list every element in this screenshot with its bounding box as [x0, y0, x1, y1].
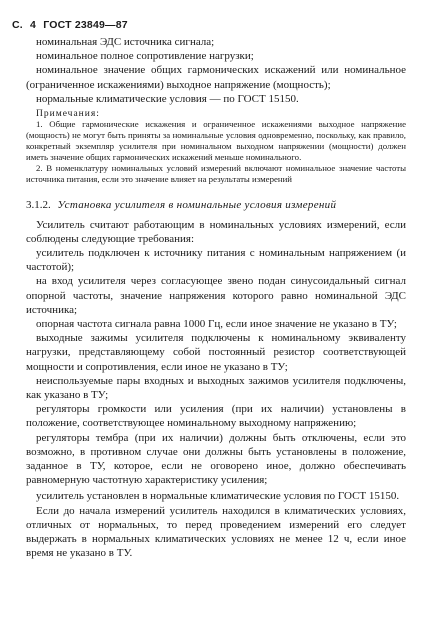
- paragraph: опорная частота сигнала равна 1000 Гц, если иное значение не указано в ТУ;: [36, 318, 397, 330]
- note-item: 1. Общие гармонические искажения и ограниченное искажениями выходное напряжение (мощность) не могут быть приняты за номинальные условия одновременно, поскольку, как правило, конкретный экземпляр усилителя при номинальном выходном напряжении (мощности) должен иметь значение общих гармонических искажений меньше номинального.: [26, 119, 406, 163]
- list-item: номинальная ЭДС источника сигнала;: [36, 36, 215, 48]
- paragraph: неиспользуемые пары входных и выходных зажимов усилителя подключены, как указано в ТУ;: [26, 374, 406, 402]
- paragraph: усилитель подключен к источнику питания с номинальным напряжением (и частотой);: [26, 246, 406, 274]
- page-mark: С.: [12, 19, 23, 31]
- section-title: Установка усилителя в номинальные условия измерений: [57, 198, 337, 211]
- paragraph: выходные зажимы усилителя подключены к номинальному эквиваленту нагрузки, представляющему собой постоянный резистор соответствующей мощности и сопротивления, если иное не указано в ТУ;: [26, 332, 406, 373]
- paragraph: регуляторы тембра (при их наличии) должны быть отключены, если это возможно, в противном случае они должны быть установлены в положение, заданное в ТУ, которое, если не оговорено иное, должно обеспечивать равномерную частотную характеристику усиления;: [26, 431, 406, 487]
- paragraph: на вход усилителя через согласующее звено подан синусоидальный сигнал опорной частоты, значение напряжения которого равно номинальной ЭДС источника;: [26, 275, 406, 316]
- paragraph: усилитель установлен в нормальные климатические условия по ГОСТ 15150.: [36, 490, 400, 503]
- page-header: [12, 19, 128, 31]
- document-code: ГОСТ 23849—87: [43, 19, 128, 31]
- paragraph: регуляторы громкости или усиления (при их наличии) установлены в положение, соответствующее номинальному выходному напряжению;: [26, 403, 406, 430]
- list-item: номинальное полное сопротивление нагрузки;: [36, 50, 254, 63]
- paragraph: Если до начала измерений усилитель находился в климатических условиях, отличных от нормальных, то перед проведением измерений его следует выдержать в нормальных климатических условиях не менее 12 ч, если иное время не указано в ТУ.: [26, 504, 406, 560]
- paragraph: Усилитель считают работающим в номинальных условиях измерений, если соблюдены следующие требования:: [26, 218, 406, 245]
- notes-title: Примечания:: [36, 109, 100, 120]
- document-body: [26, 35, 406, 560]
- section-heading: [26, 198, 406, 212]
- page-number: 4: [30, 19, 37, 31]
- note-item: 2. В номенклатуру номинальных условий измерений включают номинальное значение частоты источника питания, если это значение влияет на результаты измерений: [26, 163, 406, 185]
- section-number: 3.1.2.: [26, 198, 51, 211]
- list-item: номинальное значение общих гармонических искажений или номинальное (ограниченное искажениями) выходное напряжение (мощность);: [26, 64, 406, 91]
- list-item: нормальные климатические условия — по ГОСТ 15150.: [36, 92, 299, 105]
